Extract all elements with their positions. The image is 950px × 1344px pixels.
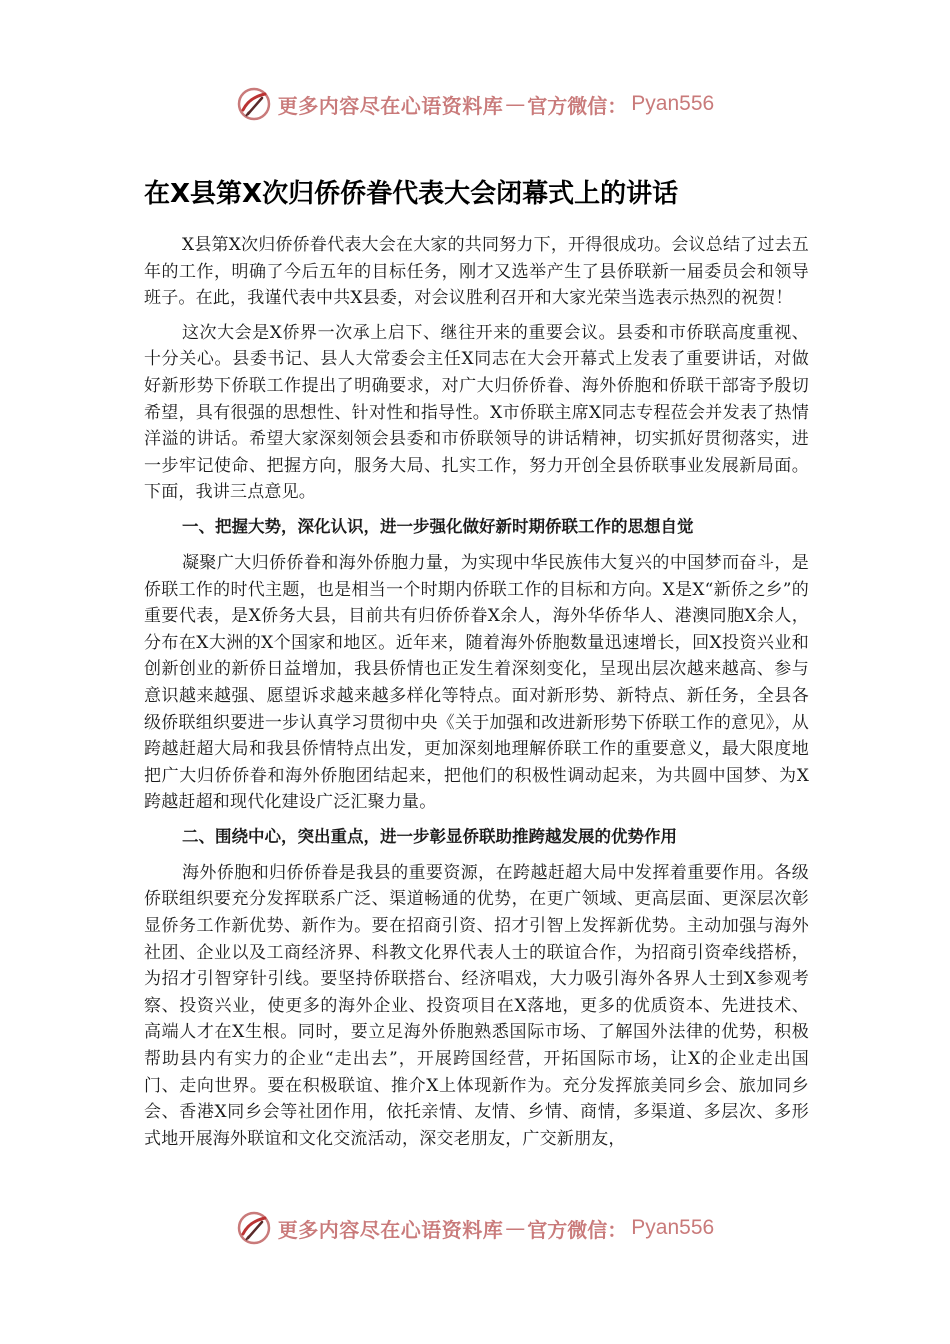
header-banner — [0, 84, 950, 124]
banner-wechat-id: Pyan556 — [631, 92, 715, 115]
paragraph-section-1: 凝聚广大归侨侨眷和海外侨胞力量，为实现中华民族伟大复兴的中国梦而奋斗，是侨联工作的时代主题，也是相当一个时期内侨联工作的目标和方向。X是X“新侨之乡”的重要代表，是X侨务大县，目前共有归侨侨眷X余人，海外华侨华人、港澳同胞X余人，分布在X大洲的X个国家和地区。近年来，随着海外侨胞数量迅速增长，回X投资兴业和创新创业的新侨日益增加，我县侨情也正发生着深刻变化，呈现出层次越来越高、参与意识越来越强、愿望诉求越来越多样化等特点。面对新形势、新特点、新任务，全县各级侨联组织要进一步认真学习贯彻中央《关于加强和改进新形势下侨联工作的意见》，从跨越赶超大局和我县侨情特点出发，更加深刻地理解侨联工作的重要意义，最大限度地把广大归侨侨眷和海外侨胞团结起来，把他们的积极性调动起来，为共圆中国梦、为X跨越赶超和现代化建设广泛汇聚力量。 — [144, 552, 809, 813]
banner-wechat-label: 官方微信： — [527, 1217, 628, 1242]
banner-brand-text: 更多内容尽在心语资料库 — [277, 1217, 504, 1242]
banner-separator: — — [505, 1216, 526, 1240]
paragraph-meeting: 这次大会是X侨界一次承上启下、继往开来的重要会议。县委和市侨联高度重视、十分关心。县委书记、县人大常委会主任X同志在大会开幕式上发表了重要讲话，对做好新形势下侨联工作提出了明确要求，对广大归侨侨眷、海外侨胞和侨联干部寄予殷切希望，具有很强的思想性、针对性和指导性。X市侨联主席X同志专程莅会并发表了热情洋溢的讲话。希望大家深刻领会县委和市侨联领导的讲话精神，切实抓好贯彻落实，进一步牢记使命、把握方向，服务大局、扎实工作，努力开创全县侨联事业发展新局面。下面，我讲三点意见。 — [144, 322, 809, 503]
banner-wechat-label: 官方微信： — [527, 93, 628, 118]
document-body — [144, 232, 809, 1160]
banner-brand-text: 更多内容尽在心语资料库 — [277, 93, 504, 118]
section-heading-2: 二、围绕中心，突出重点，进一步彰显侨联助推跨越发展的优势作用 — [182, 826, 677, 846]
document-title: 在X县第X次归侨侨眷代表大会闭幕式上的讲话 — [144, 179, 679, 209]
banner-separator: — — [505, 92, 526, 116]
pen-swirl-logo-icon — [236, 1210, 272, 1246]
footer-banner — [0, 1208, 950, 1248]
paragraph-intro: X县第X次归侨侨眷代表大会在大家的共同努力下，开得很成功。会议总结了过去五年的工作，明确了今后五年的目标任务，刚才又选举产生了县侨联新一届委员会和领导班子。在此，我谨代表中共X县委，对会议胜利召开和大家光荣当选表示热烈的祝贺！ — [144, 235, 809, 309]
paragraph-section-2: 海外侨胞和归侨侨眷是我县的重要资源，在跨越赶超大局中发挥着重要作用。各级侨联组织要充分发挥联系广泛、渠道畅通的优势，在更广领域、更高层面、更深层次彰显侨务工作新优势、新作为。要在招商引资、招才引智上发挥新优势。主动加强与海外社团、企业以及工商经济界、科教文化界代表人士的联谊合作，为招商引资牵线搭桥，为招才引智穿针引线。要坚持侨联搭台、经济唱戏，大力吸引海外各界人士到X参观考察、投资兴业，使更多的海外企业、投资项目在X落地，更多的优质资本、先进技术、高端人才在X生根。同时，要立足海外侨胞熟悉国际市场、了解国外法律的优势，积极帮助县内有实力的企业“走出去”，开展跨国经营，开拓国际市场，让X的企业走出国门、走向世界。要在积极联谊、推介X上体现新作为。充分发挥旅美同乡会、旅加同乡会、香港X同乡会等社团作用，依托亲情、友情、乡情、商情，多渠道、多层次、多形式地开展海外联谊和文化交流活动，深交老朋友，广交新朋友， — [144, 862, 809, 1149]
pen-swirl-logo-icon — [236, 86, 272, 122]
section-heading-1: 一、把握大势，深化认识，进一步强化做好新时期侨联工作的思想自觉 — [182, 516, 694, 536]
banner-wechat-id: Pyan556 — [631, 1216, 715, 1239]
